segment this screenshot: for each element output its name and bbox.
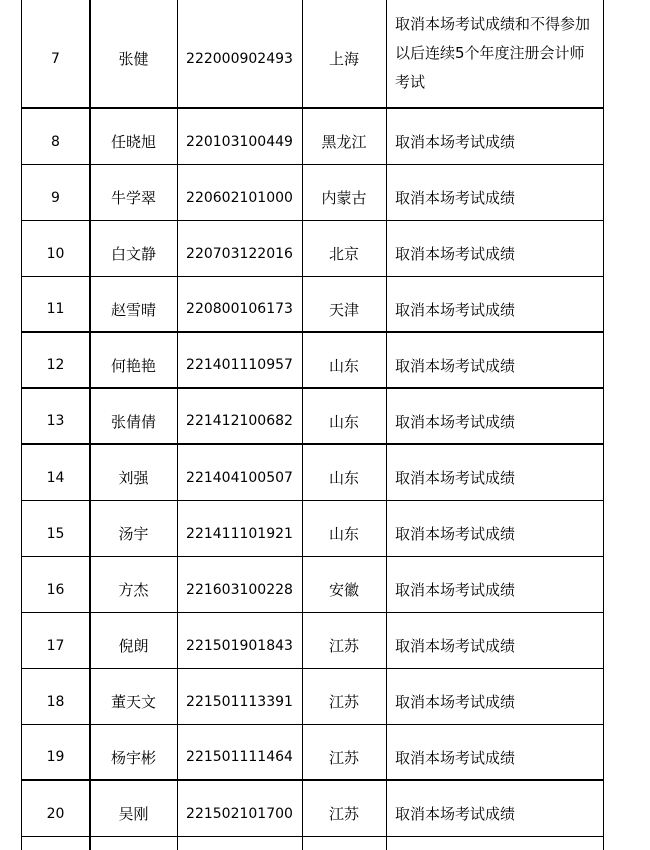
- table-row: [21, 0, 604, 109]
- registration-id-cell: 221501113391: [186, 693, 293, 710]
- table-row: [21, 333, 604, 389]
- candidate-name-cell: 任晓旭: [110, 133, 156, 151]
- registration-id-cell: 221404100507: [186, 469, 293, 486]
- row-number-cell: 18: [46, 693, 65, 710]
- exam-region-cell: 安徽: [328, 581, 359, 599]
- violation-table: [21, 0, 604, 850]
- registration-id-cell: 220602101000: [186, 189, 293, 206]
- row-number-cell: 12: [46, 357, 65, 373]
- candidate-name-cell: 张倩倩: [110, 412, 156, 431]
- registration-id-cell: 221501111464: [186, 749, 293, 765]
- exam-region-cell: 江苏: [328, 637, 359, 655]
- table-row: [21, 445, 604, 501]
- penalty-result-cell: 取消本场考试成绩: [395, 300, 516, 319]
- penalty-result-cell: 取消本场考试成绩: [395, 581, 516, 599]
- row-number-cell: 9: [51, 189, 60, 206]
- registration-id-cell: 220703122016: [186, 245, 293, 262]
- registration-id-cell: 222000902493: [186, 50, 293, 67]
- candidate-name-cell: 张健: [118, 50, 149, 68]
- table-row: [21, 557, 604, 613]
- table-row: [21, 165, 604, 221]
- candidate-name-cell: 赵雪晴: [110, 300, 156, 319]
- registration-id-cell: 221401110957: [186, 357, 293, 373]
- exam-region-cell: 山东: [328, 525, 359, 543]
- penalty-result-cell: 取消本场考试成绩: [395, 412, 516, 431]
- candidate-name-cell: 刘强: [118, 469, 149, 487]
- candidate-name-cell: 董天文: [110, 693, 156, 711]
- exam-region-cell: 黑龙江: [321, 133, 367, 151]
- row-number-cell: 14: [46, 469, 65, 486]
- table-row: [21, 669, 604, 725]
- exam-region-cell: 天津: [328, 300, 359, 319]
- row-number-cell: 13: [46, 413, 65, 429]
- table-row: [21, 781, 604, 837]
- penalty-result-cell: 取消本场考试成绩: [395, 525, 516, 543]
- exam-region-cell: 山东: [328, 469, 359, 487]
- exam-region-cell: 山东: [328, 412, 359, 431]
- penalty-result-cell: 取消本场考试成绩: [395, 748, 516, 767]
- candidate-name-cell: 白文静: [110, 245, 156, 263]
- exam-region-cell: 北京: [328, 245, 359, 263]
- row-number-cell: 16: [46, 581, 65, 598]
- registration-id-cell: 221603100228: [186, 581, 293, 598]
- exam-region-cell: 江苏: [328, 693, 359, 711]
- exam-region-cell: 内蒙古: [321, 189, 367, 207]
- registration-id-cell: 221412100682: [186, 413, 293, 429]
- exam-region-cell: 山东: [328, 356, 359, 375]
- penalty-result-cell: 取消本场考试成绩: [395, 693, 516, 711]
- exam-region-cell: 江苏: [328, 748, 359, 767]
- table-row: [21, 613, 604, 669]
- candidate-name-cell: 倪朗: [118, 637, 149, 655]
- table-row: [21, 389, 604, 445]
- penalty-result-cell: 取消本场考试成绩和不得参加以后连续5个年度注册会计师考试: [395, 15, 591, 91]
- registration-id-cell: 221501901843: [186, 637, 293, 654]
- row-number-cell: 7: [51, 50, 60, 67]
- penalty-result-cell: 取消本场考试成绩: [395, 133, 516, 151]
- row-number-cell: 11: [46, 301, 65, 317]
- penalty-result-cell: 取消本场考试成绩: [395, 637, 516, 655]
- candidate-name-cell: 吴刚: [118, 805, 149, 823]
- table-row: [21, 221, 604, 277]
- row-number-cell: 19: [46, 749, 65, 765]
- penalty-result-cell: 取消本场考试成绩: [395, 469, 516, 487]
- row-number-cell: 8: [51, 133, 60, 150]
- registration-id-cell: 220800106173: [186, 301, 293, 317]
- registration-id-cell: 221411101921: [186, 525, 293, 542]
- candidate-name-cell: 何艳艳: [110, 356, 156, 375]
- candidate-name-cell: 牛学翠: [110, 189, 156, 207]
- table-row: [21, 277, 604, 333]
- penalty-result-cell: 取消本场考试成绩: [395, 805, 516, 823]
- penalty-result-cell: 取消本场考试成绩: [395, 245, 516, 263]
- registration-id-cell: 221502101700: [186, 805, 293, 822]
- row-number-cell: 10: [46, 245, 65, 262]
- penalty-result-cell: 取消本场考试成绩: [395, 356, 516, 375]
- row-number-cell: 17: [46, 637, 65, 654]
- row-number-cell: 15: [46, 525, 65, 542]
- candidate-name-cell: 方杰: [118, 581, 149, 599]
- exam-region-cell: 上海: [328, 50, 359, 68]
- table-row: [21, 725, 604, 781]
- candidate-name-cell: 汤宇: [118, 525, 149, 543]
- table-row: [21, 501, 604, 557]
- registration-id-cell: 220103100449: [186, 133, 293, 150]
- table-row: [21, 109, 604, 165]
- candidate-name-cell: 杨宇彬: [110, 748, 156, 767]
- penalty-result-cell: 取消本场考试成绩: [395, 189, 516, 207]
- row-number-cell: 20: [46, 805, 65, 822]
- exam-region-cell: 江苏: [328, 805, 359, 823]
